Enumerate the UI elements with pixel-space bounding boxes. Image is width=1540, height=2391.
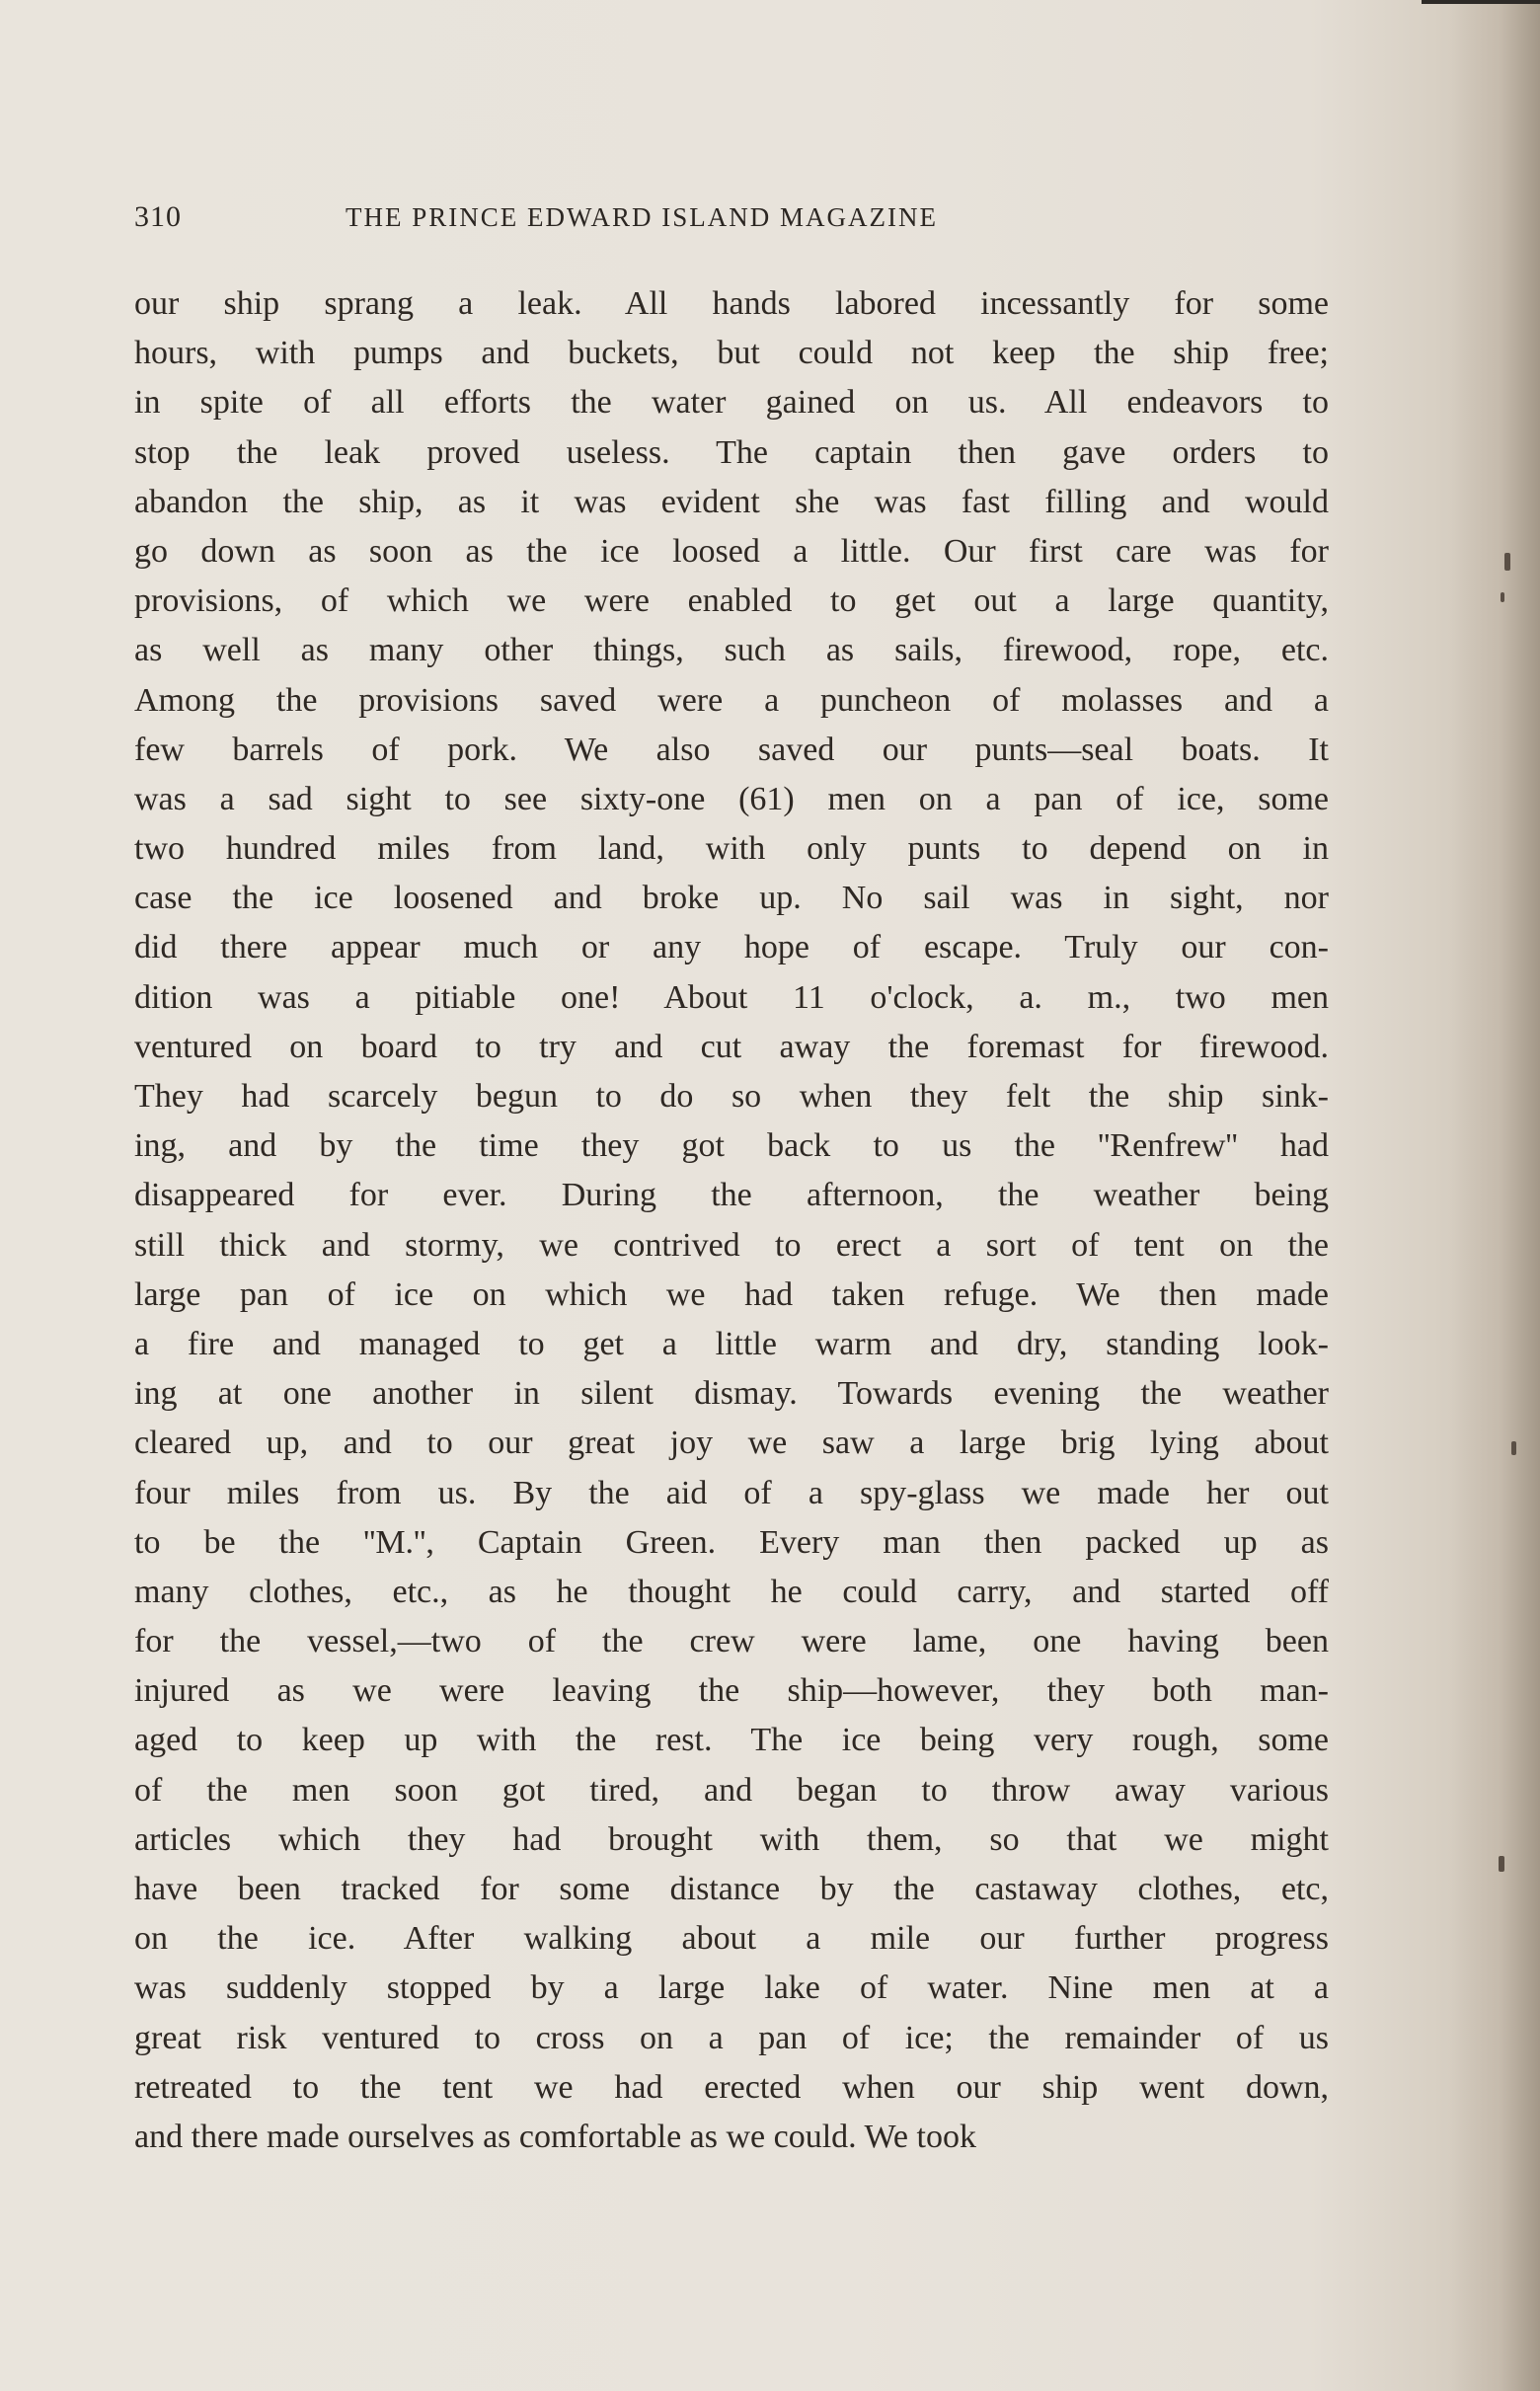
text-line: dition was a pitiable one! About 11 o'clock, a. m., two men bbox=[134, 978, 1329, 1016]
page-edge-shadow bbox=[1451, 0, 1540, 2391]
text-line: a fire and managed to get a little warm and dry, standing look- bbox=[134, 1325, 1329, 1362]
text-line: still thick and stormy, we contrived to erect a sort of tent on the bbox=[134, 1226, 1329, 1264]
text-line: few barrels of pork. We also saved our punts—seal boats. It bbox=[134, 731, 1329, 768]
text-line: stop the leak proved useless. The captain then gave orders to bbox=[134, 433, 1329, 471]
text-line: have been tracked for some distance by the castaway clothes, etc, bbox=[134, 1871, 1329, 1907]
edge-mark bbox=[1501, 592, 1504, 602]
text-line: was suddenly stopped by a large lake of water. Nine men at a bbox=[134, 1969, 1329, 2007]
text-line: ing, and by the time they got back to us the ''Renfrew'' had bbox=[134, 1127, 1329, 1165]
page-header bbox=[134, 200, 1131, 240]
page-top-edge-line bbox=[1422, 0, 1540, 4]
text-line: case the ice loosened and broke up. No sail was in sight, nor bbox=[134, 880, 1329, 917]
text-line: did there appear much or any hope of escape. Truly our con- bbox=[134, 929, 1329, 966]
edge-mark bbox=[1499, 1856, 1504, 1872]
text-line: go down as soon as the ice loosed a little. Our first care was for bbox=[134, 532, 1329, 570]
text-line: many clothes, etc., as he thought he could carry, and started off bbox=[134, 1573, 1329, 1610]
text-line: retreated to the tent we had erected when our ship went down, bbox=[134, 2068, 1329, 2106]
text-line: They had scarcely begun to do so when they felt the ship sink- bbox=[134, 1078, 1329, 1115]
text-line: abandon the ship, as it was evident she was fast filling and would bbox=[134, 483, 1329, 520]
text-line: as well as many other things, such as sails, firewood, rope, etc. bbox=[134, 632, 1329, 669]
text-line: large pan of ice on which we had taken refuge. We then made bbox=[134, 1275, 1329, 1313]
text-line: was a sad sight to see sixty-one (61) men on a pan of ice, some bbox=[134, 780, 1329, 817]
text-line: two hundred miles from land, with only punts to depend on in bbox=[134, 830, 1329, 868]
text-line: for the vessel,—two of the crew were lame, one having been bbox=[134, 1623, 1329, 1660]
text-line: hours, with pumps and buckets, but could not keep the ship free; bbox=[134, 335, 1329, 372]
text-line: provisions, of which we were enabled to get out a large quantity, bbox=[134, 582, 1329, 620]
page-number: 310 bbox=[134, 200, 182, 233]
text-line: and there made ourselves as comfortable as we could. We took bbox=[134, 2118, 976, 2155]
text-line: disappeared for ever. During the afternoon, the weather being bbox=[134, 1177, 1329, 1214]
text-line: Among the provisions saved were a puncheon of molasses and a bbox=[134, 681, 1329, 719]
text-line: of the men soon got tired, and began to throw away various bbox=[134, 1771, 1329, 1809]
text-line: cleared up, and to our great joy we saw a large brig lying about bbox=[134, 1425, 1329, 1462]
text-line: our ship sprang a leak. All hands labored incessantly for some bbox=[134, 285, 1329, 322]
text-line: four miles from us. By the aid of a spy-glass we made her out bbox=[134, 1474, 1329, 1511]
text-line: great risk ventured to cross on a pan of ice; the remainder of us bbox=[134, 2019, 1329, 2056]
text-line: on the ice. After walking about a mile our further progress bbox=[134, 1920, 1329, 1958]
text-line: ventured on board to try and cut away the foremast for firewood. bbox=[134, 1028, 1329, 1065]
running-title: THE PRINCE EDWARD ISLAND MAGAZINE bbox=[346, 202, 938, 232]
text-line: aged to keep up with the rest. The ice being very rough, some bbox=[134, 1722, 1329, 1759]
text-line: ing at one another in silent dismay. Towards evening the weather bbox=[134, 1375, 1329, 1413]
edge-mark bbox=[1511, 1441, 1516, 1455]
edge-mark bbox=[1504, 553, 1510, 571]
text-line: articles which they had brought with them, so that we might bbox=[134, 1820, 1329, 1858]
text-line: to be the ''M.'', Captain Green. Every man then packed up as bbox=[134, 1523, 1329, 1561]
text-line: in spite of all efforts the water gained on us. All endeavors to bbox=[134, 384, 1329, 422]
text-line: injured as we were leaving the ship—however, they both man- bbox=[134, 1672, 1329, 1710]
body-text bbox=[134, 279, 1329, 2175]
